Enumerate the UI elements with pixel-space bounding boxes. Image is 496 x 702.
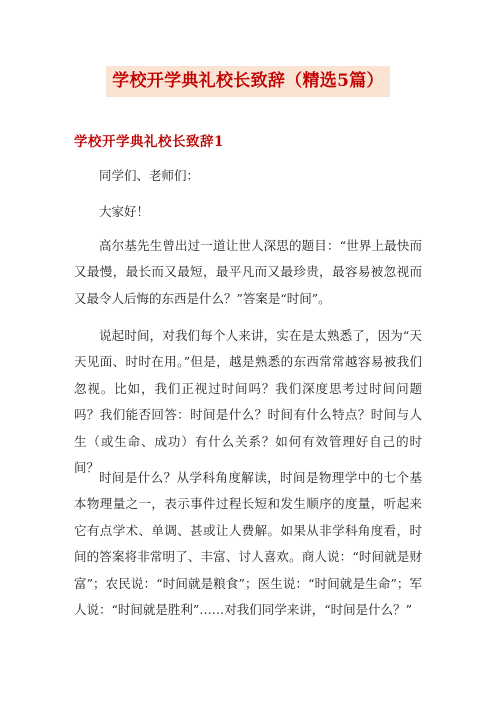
paragraph-gorky-question: 高尔基先生曾出过一道让世人深思的题目：“世界上最快而又最慢，最长而又最短，最平凡而又最珍贵，最容易被忽视而又最令人后悔的东西是什么？”答案是“时间”。 (74, 238, 422, 306)
title-container (0, 66, 496, 97)
paragraph-greeting-2: 大家好！ (99, 204, 150, 219)
paragraph-what-is-time: 时间是什么？从学科角度解读，时间是物理学中的七个基本物理量之一，表示事件过程长短和发生顺序的度量，听起来它有点学术、单调、甚或让人费解。如果从非学科角度看，时间的答案将非常明了、丰富、讨人喜欢。商人说：“时间就是财富”；农民说：“时间就是粮食”；医生说：“时间就是生命”；军人说：“时间就是胜利”……对我们同学来讲，“时间是什么？” (74, 470, 422, 618)
document-title: 学校开学典礼校长致辞（精选5篇） (106, 66, 390, 97)
paragraph-time-familiar: 说起时间，对我们每个人来讲，实在是太熟悉了，因为“天天见面、时时在用。”但是，越是熟悉的东西常常越容易被我们忽视。比如，我们正视过时间吗？我们深度思考过时间问题吗？我们能否回答：时间是什么？时间有什么特点？时间与人生（或生命、成功）有什么关系？如何有效管理好自己的时间？ (74, 328, 422, 476)
section-heading: 学校开学典礼校长致辞1 (74, 134, 224, 150)
paragraph-greeting-1: 同学们、老师们： (99, 168, 200, 183)
